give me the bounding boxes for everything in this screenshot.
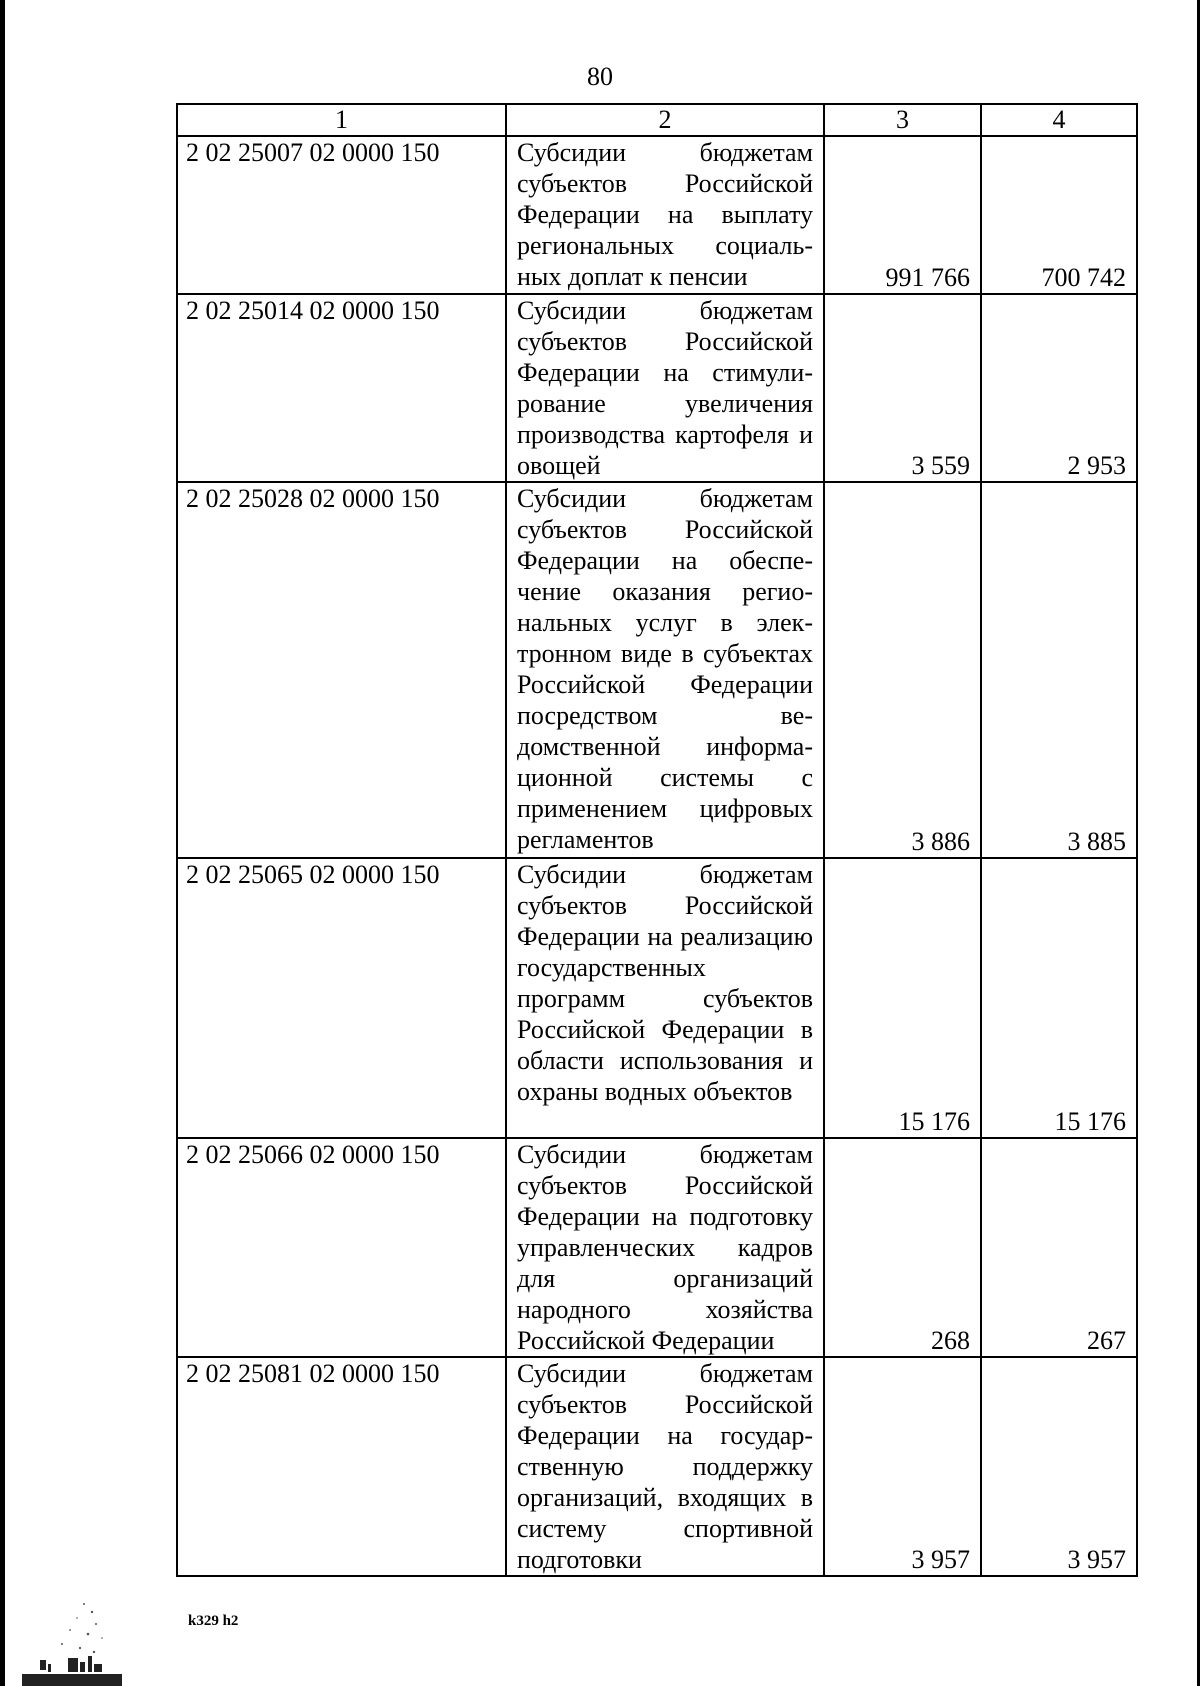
table-header-row — [177, 104, 1137, 136]
value-3-cell: 15 176 — [824, 858, 981, 1138]
table-row — [177, 1138, 1137, 1357]
description-cell: Субсидии бюджетам субъектов Российской Федерации на выплату региональных социальных доплат к пенсии — [506, 136, 824, 294]
budget-table — [176, 103, 1138, 1577]
description-cell: Субсидии бюджетам субъектов Российской Федерации на стимулирование увеличения производства картофеля и овощей — [506, 294, 824, 482]
description-cell: Субсидии бюджетам субъектов Российской Федерации на государственную поддержку организаций, входящих в систему спортивной подготовки — [506, 1357, 824, 1576]
scan-edge-left — [0, 0, 5, 1686]
document-footer-code: k329 h2 — [188, 1613, 239, 1629]
budget-code-cell: 2 02 25066 02 0000 150 — [177, 1138, 506, 1357]
value-4-cell: 3 885 — [981, 482, 1137, 858]
column-header: 4 — [981, 104, 1137, 136]
budget-code-cell: 2 02 25014 02 0000 150 — [177, 294, 506, 482]
description-cell: Субсидии бюджетам субъектов Российской Федерации на обеспечение оказания региональных услуг в электронном виде в субъектах Российской Федерации посредством ведомственной информационной системы с применением цифровых регламентов — [506, 482, 824, 858]
table-row — [177, 482, 1137, 858]
column-header: 1 — [177, 104, 506, 136]
value-3-cell: 268 — [824, 1138, 981, 1357]
value-4-cell: 3 957 — [981, 1357, 1137, 1576]
description-cell: Субсидии бюджетам субъектов Российской Федерации на подготовку управленческих кадров для организаций народного хозяйства Российской Федерации — [506, 1138, 824, 1357]
value-3-cell: 3 886 — [824, 482, 981, 858]
column-header: 2 — [506, 104, 824, 136]
table-row — [177, 858, 1137, 1138]
budget-code-cell: 2 02 25081 02 0000 150 — [177, 1357, 506, 1576]
value-4-cell: 2 953 — [981, 294, 1137, 482]
description-cell: Субсидии бюджетам субъектов Российской Федерации на реализацию государственных программ субъектов Российской Федерации в области использования и охраны водных объектов — [506, 858, 824, 1138]
budget-code-cell: 2 02 25028 02 0000 150 — [177, 482, 506, 858]
table-row — [177, 1357, 1137, 1576]
value-4-cell: 267 — [981, 1138, 1137, 1357]
table-row — [177, 294, 1137, 482]
budget-code-cell: 2 02 25007 02 0000 150 — [177, 136, 506, 294]
value-3-cell: 3 957 — [824, 1357, 981, 1576]
table-row — [177, 136, 1137, 294]
column-header: 3 — [824, 104, 981, 136]
value-4-cell: 15 176 — [981, 858, 1137, 1138]
value-4-cell: 700 742 — [981, 136, 1137, 294]
value-3-cell: 3 559 — [824, 294, 981, 482]
value-3-cell: 991 766 — [824, 136, 981, 294]
budget-code-cell: 2 02 25065 02 0000 150 — [177, 858, 506, 1138]
page-number: 80 — [587, 62, 613, 91]
scan-noise-speckles — [22, 1594, 122, 1686]
